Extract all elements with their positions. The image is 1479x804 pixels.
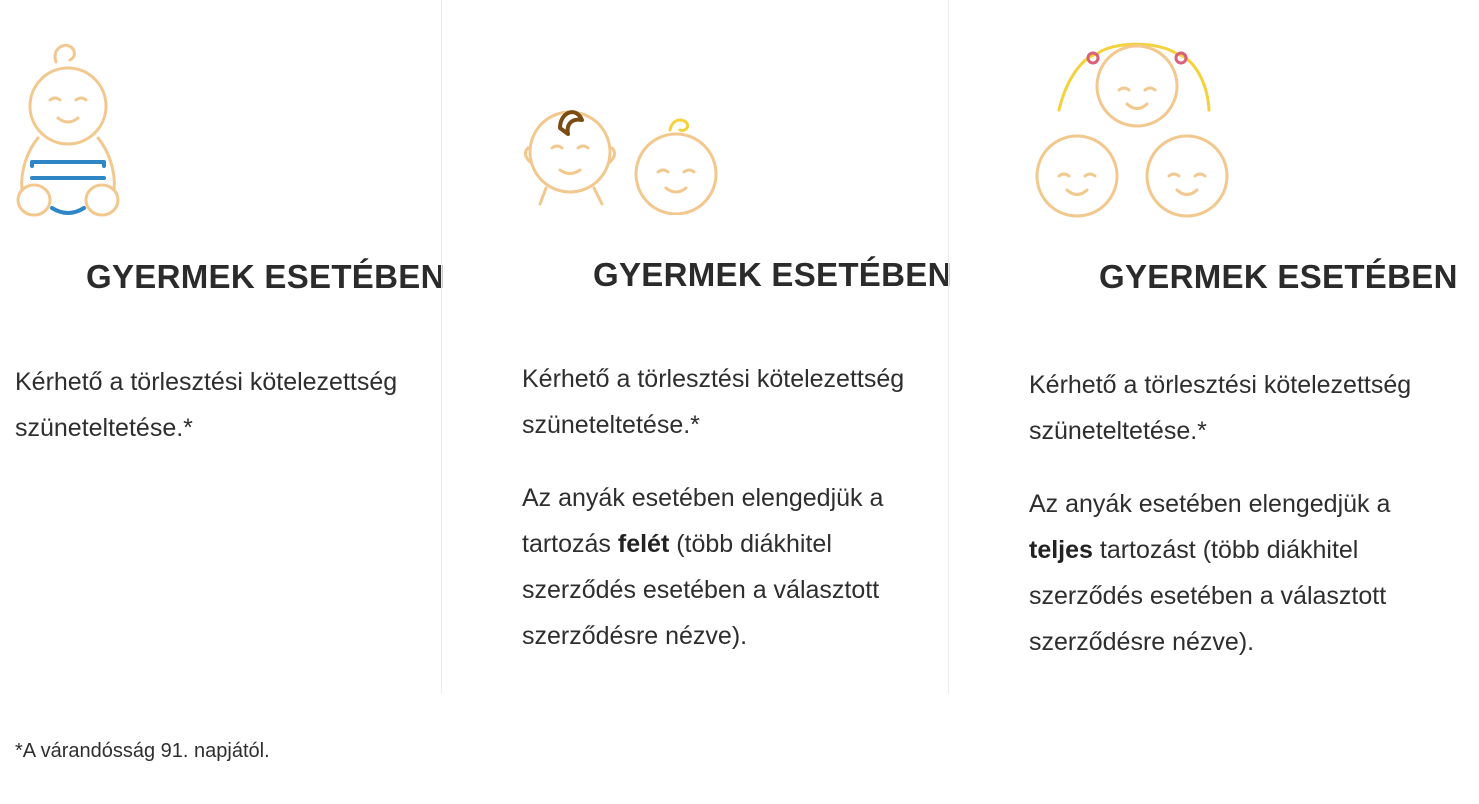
column-title: GYERMEK ESETÉBEN (1099, 258, 1458, 295)
baby-with-diaper-icon (12, 40, 124, 220)
text-line: szüneteltetése.* (15, 414, 193, 442)
text-line: szerződés esetében a választott (1029, 582, 1387, 610)
column-three-children (948, 0, 1479, 694)
two-babies-icon (520, 100, 730, 215)
forgiveness-text (1029, 481, 1469, 665)
text-line: szerződésre nézve). (522, 622, 748, 650)
emphasis-text: teljes (1029, 536, 1093, 564)
deferral-text (15, 359, 435, 451)
footnote: *A várandósság 91. napjától. (15, 740, 270, 762)
deferral-text (1029, 362, 1469, 454)
text-line: szerződésre nézve). (1029, 628, 1255, 656)
text-line: szüneteltetése.* (522, 411, 700, 439)
column-two-children (441, 0, 952, 694)
text-line: Kérhető a törlesztési kötelezettség (1029, 371, 1412, 399)
text-line: szüneteltetése.* (1029, 417, 1207, 445)
text-line: tartozás (522, 530, 618, 558)
text-line: Kérhető a törlesztési kötelezettség (15, 368, 398, 396)
column-title: GYERMEK ESETÉBEN (593, 256, 952, 293)
column-title: GYERMEK ESETÉBEN (86, 258, 445, 295)
text-line: szerződés esetében a választott (522, 576, 880, 604)
text-line: Kérhető a törlesztési kötelezettség (522, 365, 905, 393)
forgiveness-text (522, 475, 942, 659)
text-line: Az anyák esetében elengedjük a (1029, 490, 1391, 518)
three-children-icon (1027, 36, 1247, 218)
column-one-child (0, 0, 445, 694)
text-line: tartozást (több diákhitel (1092, 536, 1359, 564)
text-line: Az anyák esetében elengedjük a (522, 484, 884, 512)
emphasis-text: felét (617, 530, 670, 558)
deferral-text (522, 356, 942, 448)
text-line: (több diákhitel (669, 530, 832, 558)
